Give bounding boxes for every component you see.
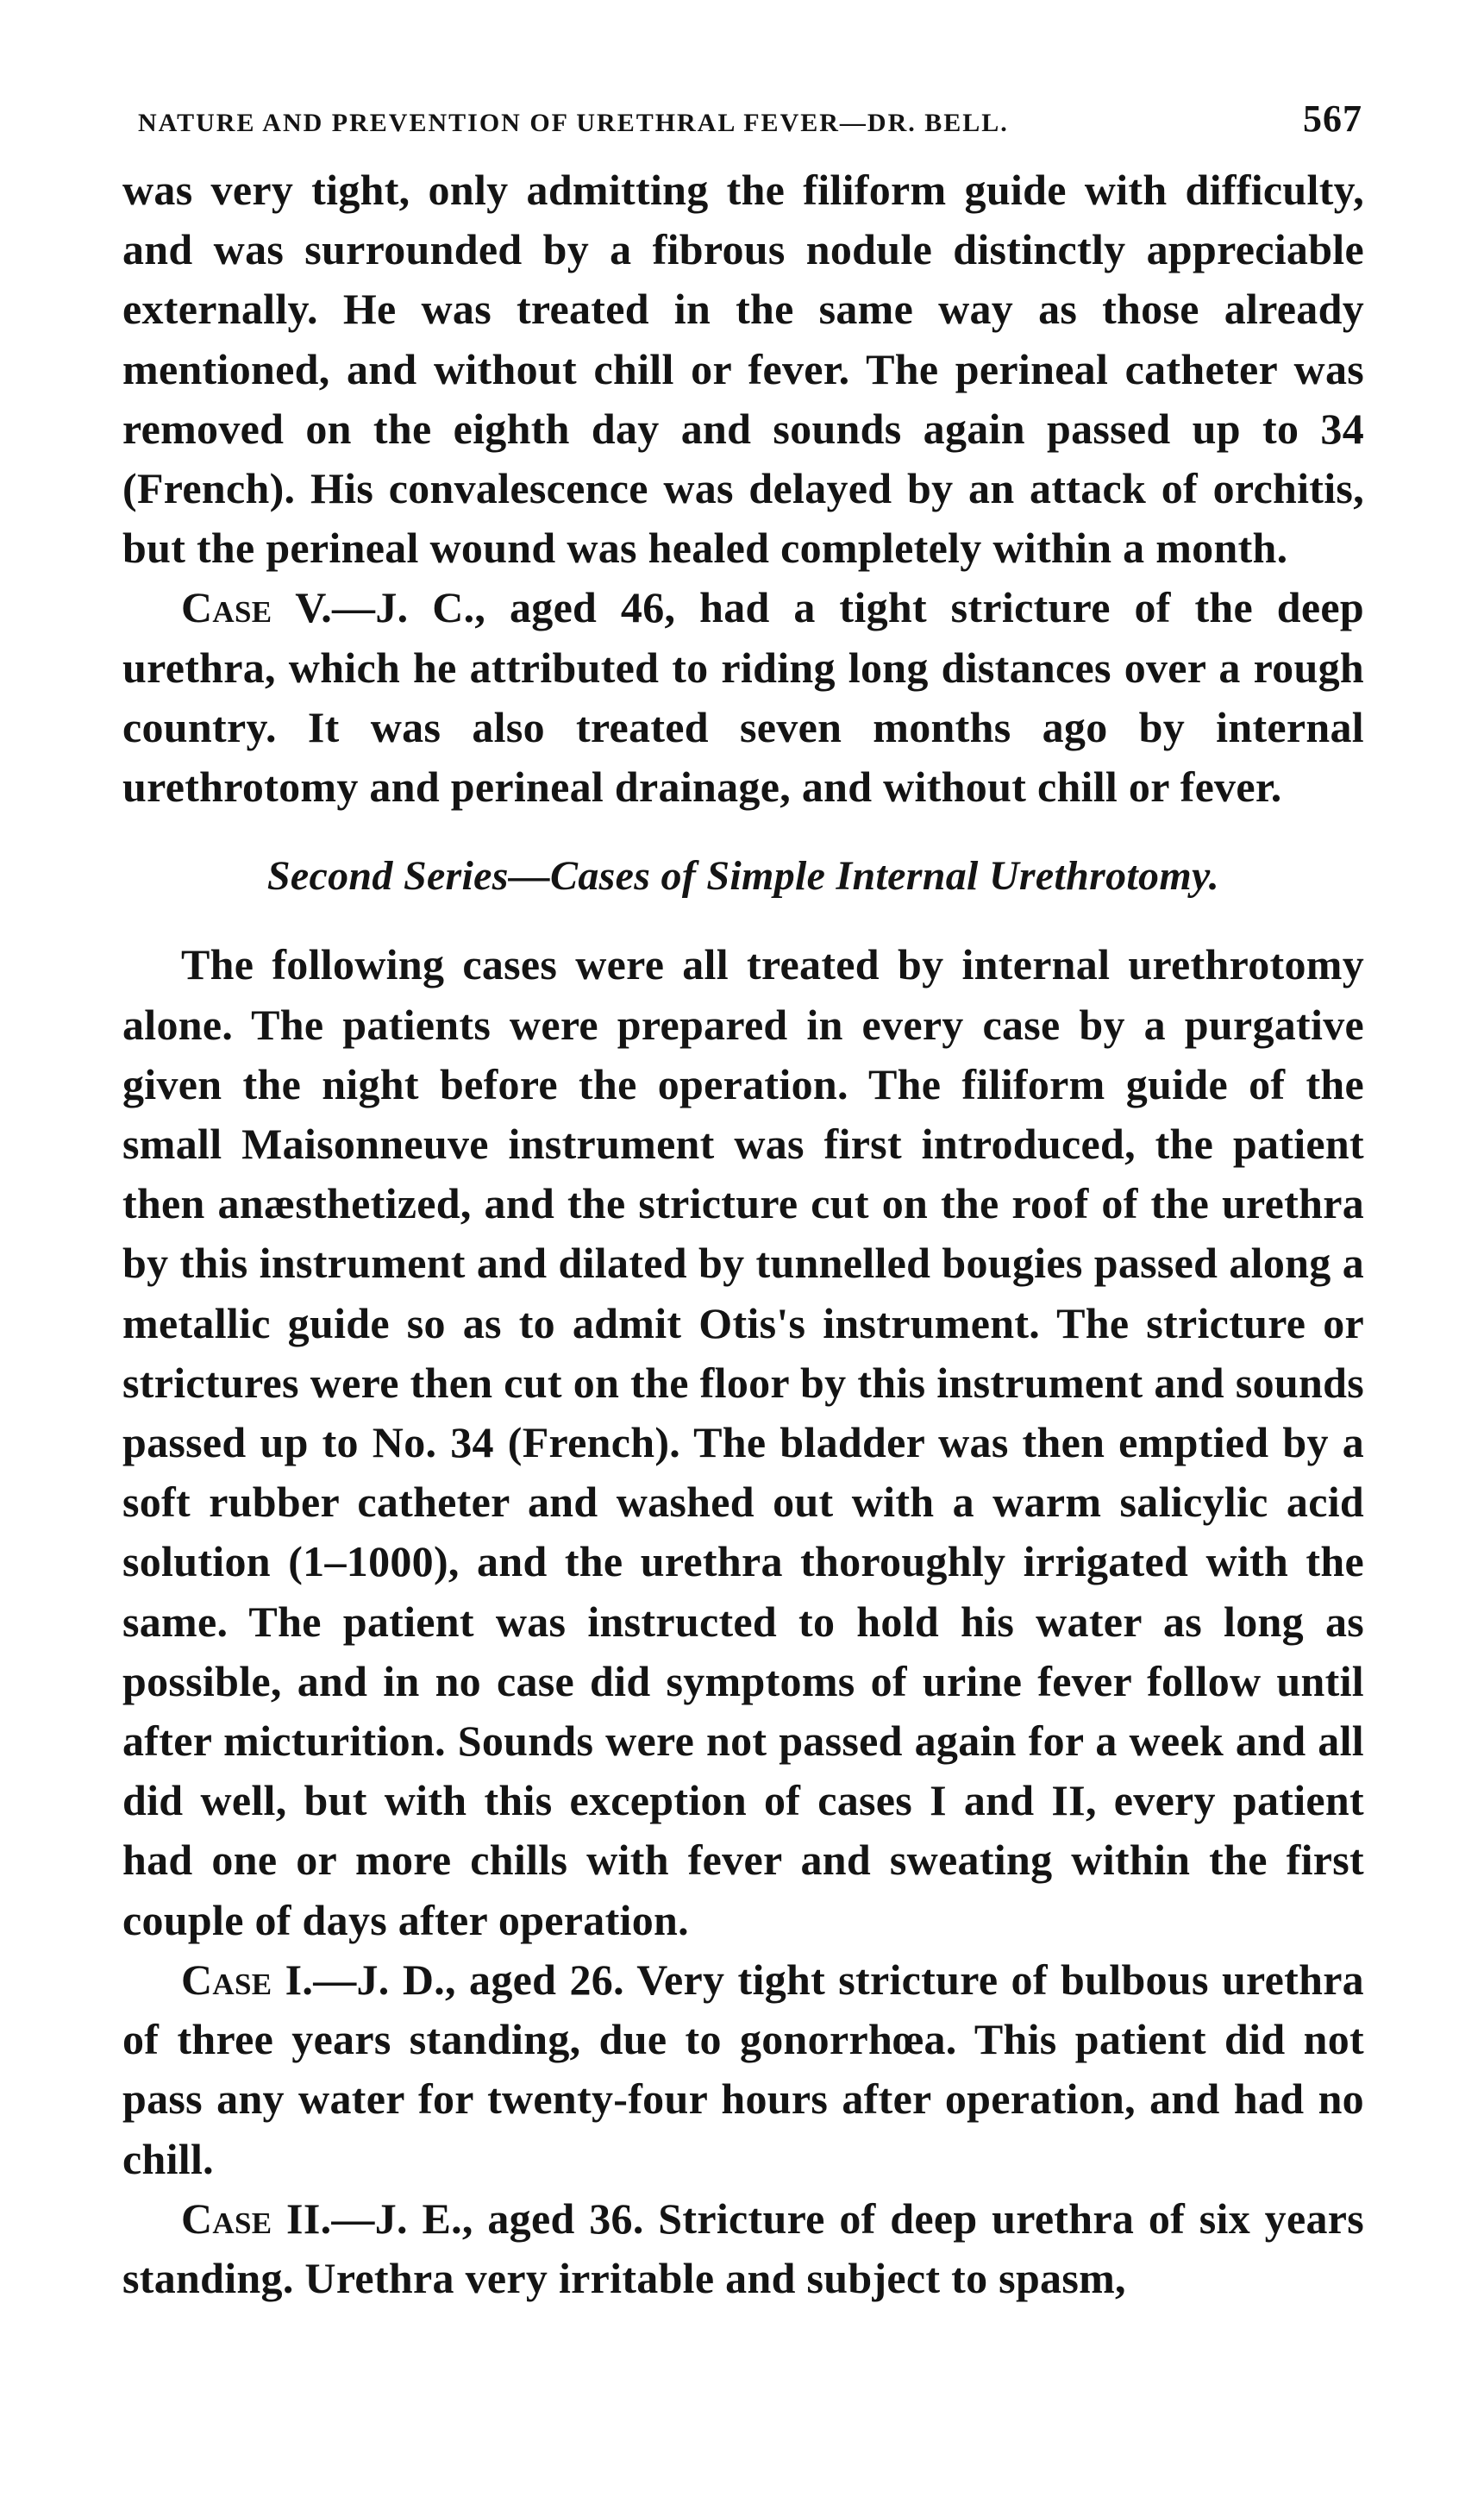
case-i-text: —J. D., aged 26. Very tight stricture of bulbous urethra of three years standing, due to gonorrhœa. This patient did not pass any water for twenty-four hours after operation, and had no chill.: [122, 1955, 1364, 2183]
paragraph-case-i: [122, 1950, 1364, 2189]
case-v-text: —J. C., aged 46, had a tight stricture of the deep urethra, which he attributed to riding long distances over a rough country. It was also treated seven months ago by internal urethrotomy and perineal drainage, and without chill or fever.: [122, 583, 1364, 812]
body-text: [122, 160, 1364, 2308]
case-ii-text: —J. E., aged 36. Stricture of deep urethra of six years standing. Urethra very irritable and subject to spasm,: [122, 2194, 1364, 2302]
paragraph-case-ii: [122, 2189, 1364, 2308]
case-ii-label: Case II.: [181, 2194, 332, 2243]
case-i-label: Case I.: [181, 1955, 314, 2004]
paragraph-case-v: [122, 578, 1364, 817]
paragraph-method: The following cases were all treated by internal urethrotomy alone. The patients were prepared in every case by a purgative given the night before the operation. The filiform guide of the small Maisonneuve instrument was first introduced, the patient then anæsthetized, and the stricture cut on the roof of the urethra by this instrument and dilated by tunnelled bougies passed along a metallic guide so as to admit Otis's instrument. The stricture or strictures were then cut on the floor by this instrument and sounds passed up to No. 34 (French). The bladder was then emptied by a soft rubber catheter and washed out with a warm salicylic acid solution (1–1000), and the urethra thoroughly irrigated with the same. The patient was instructed to hold his water as long as possible, and in no case did symptoms of urine fever follow until after micturition. Sounds were not passed again for a week and all did well, but with this exception of cases I and II, every patient had one or more chills with fever and sweating within the first couple of days after operation.: [122, 940, 1364, 1944]
running-head-title: NATURE AND PREVENTION OF URETHRAL FEVER—DR. BELL.: [138, 109, 1009, 137]
page-number: 567: [1303, 97, 1362, 140]
running-head: [138, 97, 1362, 148]
section-heading: Second Series—Cases of Simple Internal Urethrotomy.: [266, 853, 1220, 900]
paragraph-continued: was very tight, only admitting the filiform guide with difficulty, and was surrounded by a fibrous nodule distinctly appreciable externally. He was treated in the same way as those already mentioned, and without chill or fever. The perineal catheter was removed on the eighth day and sounds again passed up to 34 (French). His convalescence was delayed by an attack of orchitis, but the perineal wound was healed completely within a month.: [122, 166, 1364, 573]
case-v-label: Case V.: [181, 583, 333, 632]
